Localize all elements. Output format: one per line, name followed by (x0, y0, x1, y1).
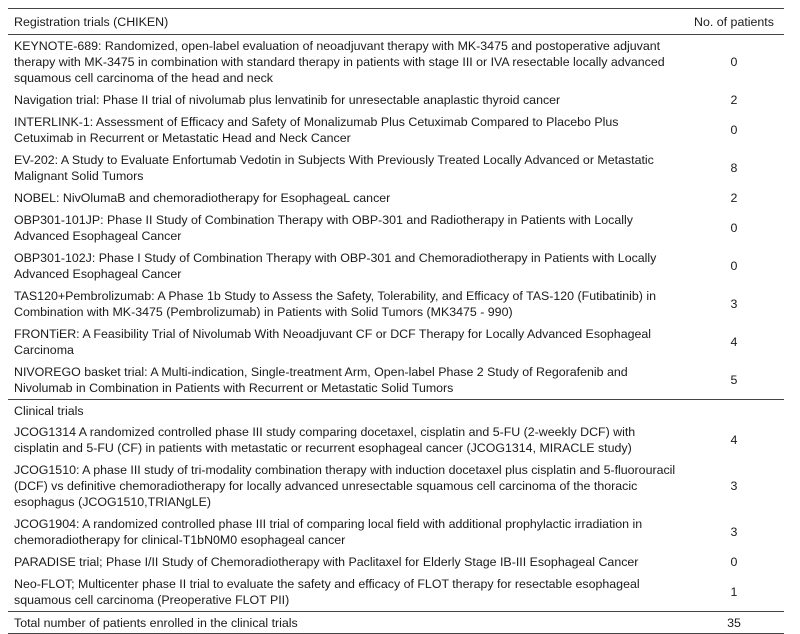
trial-description: Neo-FLOT; Multicenter phase II trial to evaluate the safety and efficacy of FLOT therapy for resectable esophageal squamous cell carcinoma (Preoperative FLOT PII) (14, 577, 640, 607)
table-row (8, 89, 784, 111)
trial-description: JCOG1314 A randomized controlled phase III study comparing docetaxel, cisplatin and 5-FU (2-weekly DCF) with cisplatin and 5-FU (CF) in patients with metastatic or recurrent esophageal cancer (JCOG1314, MIRACLE study) (14, 425, 636, 455)
trial-patients: 3 (730, 297, 738, 311)
trial-description: INTERLINK-1: Assessment of Efficacy and Safety of Monalizumab Plus Cetuximab Compared to Placebo Plus Cetuximab in Recurrent or Metastatic Head and Neck Cancer (14, 115, 619, 145)
trial-patients: 0 (730, 259, 738, 273)
section-header-row (8, 399, 784, 421)
table-row (8, 187, 784, 209)
trial-description: KEYNOTE-689: Randomized, open-label evaluation of neoadjuvant therapy with MK-3475 and postoperative adjuvant therapy with MK-3475 in combination with standard therapy in patients with stage III or IVA resectable locally advanced squamous cell carcinoma of the head and neck (14, 39, 665, 85)
trial-description: Navigation trial: Phase II trial of nivolumab plus lenvatinib for unresectable anaplastic thyroid cancer (14, 93, 561, 107)
table-header-row (8, 9, 784, 35)
trial-description: NOBEL: NivOlumaB and chemoradiotherapy for EsophageaL cancer (14, 191, 391, 205)
trials-table (8, 8, 784, 634)
table-row (8, 209, 784, 247)
trial-description: PARADISE trial; Phase I/II Study of Chemoradiotherapy with Paclitaxel for Elderly Stage IB-III Esophageal Cancer (14, 555, 639, 569)
header-title: Registration trials (CHIKEN) (14, 14, 169, 29)
total-label: Total number of patients enrolled in the clinical trials (14, 615, 298, 630)
trial-description: EV-202: A Study to Evaluate Enfortumab Vedotin in Subjects With Previously Treated Locally Advanced or Metastatic Malignant Solid Tumors (14, 153, 654, 183)
table-row (8, 573, 784, 611)
trial-description: JCOG1510: A phase III study of tri-modality combination therapy with induction docetaxel plus cisplatin and 5-fluorouracil (DCF) vs definitive chemoradiotherapy for locally advanced unresectable squamous cell carcinoma of the thoracic esophagus (JCOG1510,TRIANgLE) (14, 463, 676, 509)
trial-patients: 0 (730, 221, 738, 235)
table-row (8, 247, 784, 285)
trial-patients: 2 (730, 93, 738, 107)
trial-patients: 0 (730, 55, 738, 69)
total-patients: 35 (727, 615, 741, 630)
trial-description: OBP301-101JP: Phase II Study of Combination Therapy with OBP-301 and Radiotherapy in Patients with Locally Advanced Esophageal Cancer (14, 213, 633, 243)
trial-patients: 1 (730, 585, 738, 599)
trial-description: OBP301-102J: Phase I Study of Combination Therapy with OBP-301 and Chemoradiotherapy in Patients with Locally Advanced Esophageal Cancer (14, 251, 657, 281)
total-row (8, 611, 784, 633)
trial-patients: 0 (730, 123, 738, 137)
trial-patients: 8 (730, 161, 738, 175)
table-row (8, 285, 784, 323)
trial-patients: 4 (730, 433, 738, 447)
table-row (8, 551, 784, 573)
table-row (8, 459, 784, 513)
table-row (8, 513, 784, 551)
table-row (8, 421, 784, 459)
trial-patients: 3 (730, 525, 738, 539)
trial-description: FRONTiER: A Feasibility Trial of Nivolumab With Neoadjuvant CF or DCF Therapy for Locally Advanced Esophageal Carcinoma (14, 327, 652, 357)
header-count-label: No. of patients (694, 14, 774, 29)
trial-description: NIVOREGO basket trial: A Multi-indication, Single-treatment Arm, Open-label Phase 2 Study of Regorafenib and Nivolumab in Combination in Patients with Recurrent or Metastatic Solid Tumors (14, 365, 628, 395)
trial-patients: 4 (730, 335, 738, 349)
table-row (8, 111, 784, 149)
trial-patients: 5 (730, 373, 738, 387)
table-row (8, 323, 784, 361)
trial-description: JCOG1904: A randomized controlled phase III trial of comparing local field with additional prophylactic irradiation in chemoradiotherapy for clinical-T1bN0M0 esophageal cancer (14, 517, 643, 547)
trial-patients: 2 (730, 191, 738, 205)
trial-description: TAS120+Pembrolizumab: A Phase 1b Study to Assess the Safety, Tolerability, and Efficacy of TAS-120 (Futibatinib) in Combination with MK-3475 (Pembrolizumab) in Patients with Solid Tumors (MK3475 - 990) (14, 289, 657, 319)
trial-patients: 0 (730, 555, 738, 569)
trial-patients: 3 (730, 479, 738, 493)
table-row (8, 149, 784, 187)
table-row (8, 35, 784, 89)
table-row (8, 361, 784, 399)
section-title: Clinical trials (14, 403, 84, 418)
